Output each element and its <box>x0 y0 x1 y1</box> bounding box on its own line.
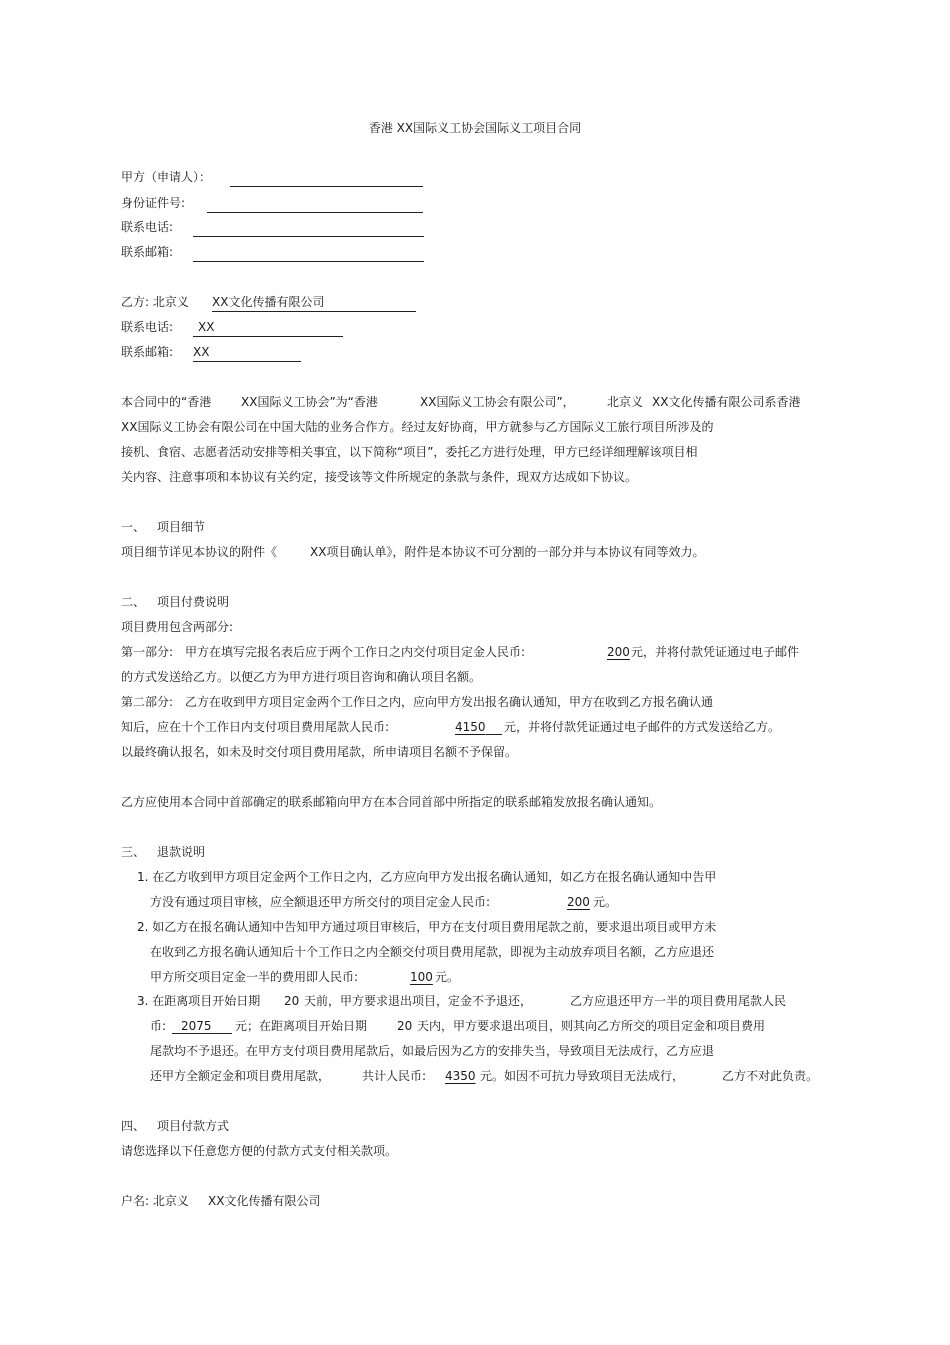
section-4-text: 请您选择以下任意您方便的付款方式支付相关款项。 <box>121 1144 398 1158</box>
section-2-part2-b: 知后，应在十个工作日内支付项目费用尾款人民币: <box>121 720 390 734</box>
party-a-applicant-label: 甲方（申请人）： <box>121 170 212 184</box>
section-3-item2-amount: 100 <box>410 970 433 984</box>
section-1-heading: 项目细节 <box>157 520 206 534</box>
section-3-item3-d4: 乙方不对此负责。 <box>722 1069 819 1083</box>
section-2-part2-amount-underline <box>486 734 502 735</box>
section-3-item3-d3: 元。如因不可抗力导致项目无法成行， <box>480 1069 685 1083</box>
party-b-email-underline <box>193 361 301 362</box>
party-a-email-field[interactable] <box>193 261 424 262</box>
section-3-item1-c: 元。 <box>593 895 618 909</box>
section-3-item3-c: 尾款均不予退还。在甲方支付项目费用尾款后，如最后因为乙方的安排失当，导致项目无法成行，乙方应退 <box>150 1044 715 1058</box>
intro-text-1b: XX国际义工协会”为“香港 <box>241 395 378 409</box>
section-3-item1-a: 1. 在乙方收到甲方项目定金两个工作日之内，乙方应向甲方发出报名确认通知，如乙方在报名确认通知中告甲 <box>137 870 717 884</box>
intro-text-2: XX国际义工协会有限公司在中国大陆的业务合作方。经过友好协商，甲方就参与乙方国际义工旅行项目所涉及的 <box>121 420 714 434</box>
section-3-number: 三、 <box>121 845 146 859</box>
section-1-text-b: XX项目确认单》，附件是本协议不可分割的一部分并与本协议有同等效力。 <box>310 545 705 559</box>
party-b-label: 乙方: 北京义 <box>121 295 189 309</box>
intro-text-4: 关内容、注意事项和本协议有关约定，接受该等文件所规定的条款与条件，现双方达成如下协议。 <box>121 470 638 484</box>
section-3-item2-b: 在收到乙方报名确认通知后十个工作日之内全额交付项目费用尾款，即视为主动放弃项目名额，乙方应退还 <box>150 945 715 959</box>
account-company: XX文化传播有限公司 <box>208 1194 321 1208</box>
section-3-item3-amount1-underline <box>172 1033 232 1034</box>
party-b-phone-underline <box>193 336 343 337</box>
section-2-part1-b: 元，并将付款凭证通过电子邮件 <box>631 645 800 659</box>
section-2-intro: 项目费用包含两部分: <box>121 620 234 634</box>
section-3-item2-c: 甲方所交项目定金一半的费用即人民币: <box>150 970 359 984</box>
section-3-item3-amount1: 2075 <box>181 1019 212 1033</box>
intro-text-1e: XX文化传播有限公司系香港 <box>652 395 801 409</box>
section-3-item3-days1: 20 <box>284 994 300 1008</box>
party-b-phone-label: 联系电话: <box>121 320 174 334</box>
party-b-email-label: 联系邮箱: <box>121 345 174 359</box>
section-3-item3-days2: 20 <box>397 1019 413 1033</box>
section-2-part1-c: 的方式发送给乙方。以便乙方为甲方进行项目咨询和确认项目名额。 <box>121 670 482 684</box>
section-2-heading: 项目付费说明 <box>157 595 230 609</box>
party-a-phone-field[interactable] <box>193 236 424 237</box>
party-b-phone-value: XX <box>198 320 215 334</box>
section-3-item2-d: 元。 <box>435 970 460 984</box>
document-title: 香港 XX国际义工协会国际义工项目合同 <box>368 121 582 135</box>
section-3-item3-a1: 3. 在距离项目开始日期 <box>137 994 261 1008</box>
section-2-part2-d: 以最终确认报名，如未及时交付项目费用尾款，所申请项目名额不予保留。 <box>121 745 518 759</box>
section-2-number: 二、 <box>121 595 146 609</box>
section-2-note: 乙方应使用本合同中首部确定的联系邮箱向甲方在本合同首部中所指定的联系邮箱发放报名确认通知。 <box>121 795 662 809</box>
section-3-item3-d2: 共计人民币: <box>362 1069 427 1083</box>
section-3-item3-a2: 天前，甲方要求退出项目，定金不予退还， <box>304 994 533 1008</box>
party-a-id-label: 身份证件号: <box>121 196 186 210</box>
section-3-item1-b: 方没有通过项目审核，应全额退还甲方所交付的项目定金人民币: <box>150 895 491 909</box>
intro-text-1a: 本合同中的“香港 <box>121 395 212 409</box>
section-3-item2-a: 2. 如乙方在报名确认通知中告知甲方通过项目审核后，甲方在支付项目费用尾款之前，要求退出项目或甲方未 <box>137 920 717 934</box>
account-name-label: 户名: 北京义 <box>121 1194 189 1208</box>
section-3-item1-amount: 200 <box>567 895 590 909</box>
section-3-item3-d1: 还甲方全额定金和项目费用尾款， <box>150 1069 331 1083</box>
party-a-applicant-field[interactable] <box>230 186 423 187</box>
intro-text-1d: 北京义 <box>607 395 644 409</box>
party-a-email-label: 联系邮箱: <box>121 245 174 259</box>
section-3-item3-amount2: 4350 <box>445 1069 476 1083</box>
intro-text-1c: XX国际义工协会有限公司”， <box>420 395 575 409</box>
section-2-part1-a: 第一部分: 甲方在填写完报名表后应于两个工作日之内交付项目定金人民币: <box>121 645 526 659</box>
party-b-company-underline <box>212 311 416 312</box>
section-2-part2-a: 第二部分: 乙方在收到甲方项目定金两个工作日之内，应向甲方发出报名确认通知，甲方在收到乙方报名确认通 <box>121 695 714 709</box>
intro-text-3: 接机、食宿、志愿者活动安排等相关事宜，以下简称“项目”，委托乙方进行处理，甲方已经详细理解该项目相 <box>121 445 698 459</box>
section-2-part1-amount: 200 <box>607 645 630 659</box>
party-a-id-field[interactable] <box>207 212 423 213</box>
section-4-heading: 项目付款方式 <box>157 1119 230 1133</box>
party-b-company: XX文化传播有限公司 <box>212 295 325 309</box>
party-b-email-value: XX <box>193 345 210 359</box>
section-3-item3-a3: 乙方应退还甲方一半的项目费用尾款人民 <box>570 994 787 1008</box>
section-2-part2-c: 元，并将付款凭证通过电子邮件的方式发送给乙方。 <box>504 720 781 734</box>
section-2-part2-amount: 4150 <box>455 720 486 734</box>
section-3-heading: 退款说明 <box>157 845 206 859</box>
section-4-number: 四、 <box>121 1119 146 1133</box>
section-3-item3-b3: 天内，甲方要求退出项目，则其向乙方所交的项目定金和项目费用 <box>417 1019 766 1033</box>
section-1-number: 一、 <box>121 520 146 534</box>
section-3-item3-b1: 币: <box>150 1019 167 1033</box>
section-1-text-a: 项目细节详见本协议的附件《 <box>121 545 278 559</box>
section-3-item3-b2: 元；在距离项目开始日期 <box>235 1019 368 1033</box>
party-a-phone-label: 联系电话: <box>121 220 174 234</box>
